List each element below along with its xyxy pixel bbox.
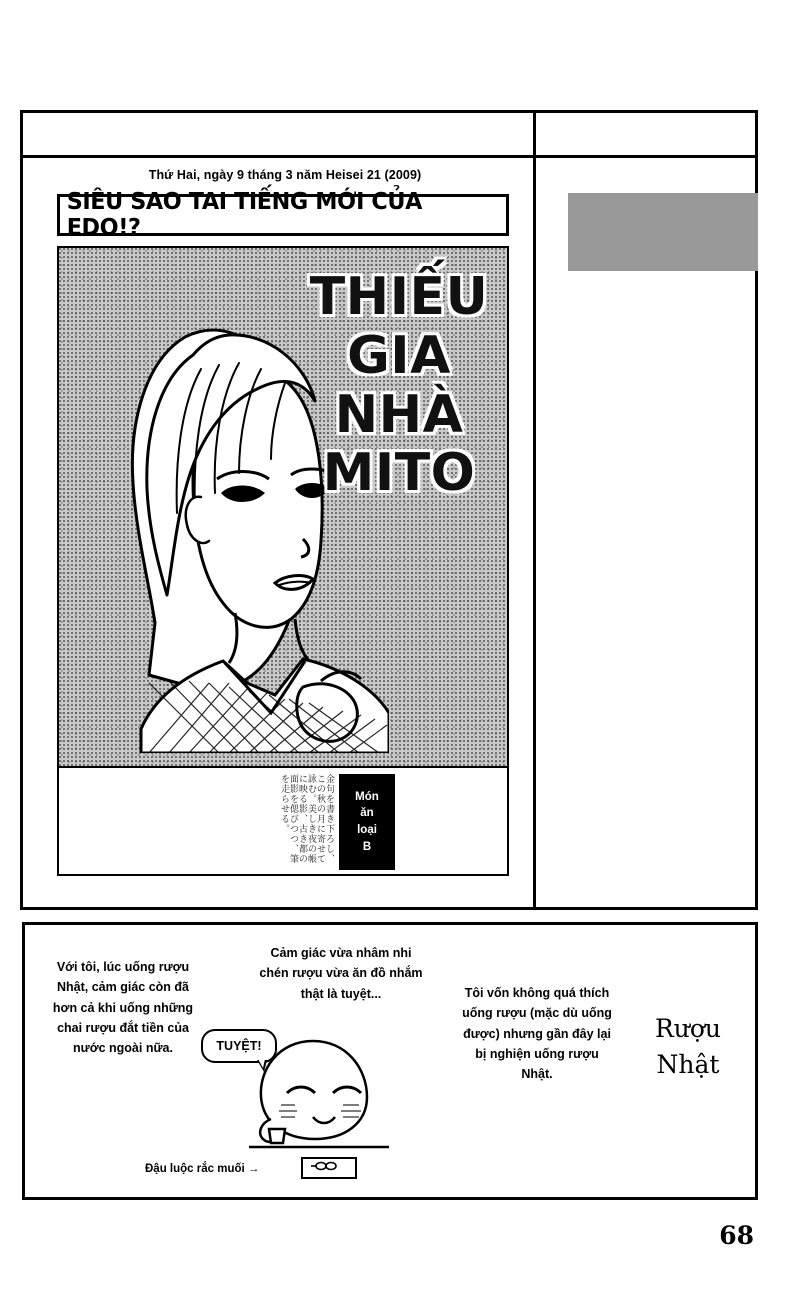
top-panel: [20, 110, 758, 910]
mascot-svg: [249, 1035, 389, 1155]
grey-placeholder-block: [568, 193, 758, 271]
photo-title-line-4: MITO: [322, 443, 476, 504]
badge-line-2: ăn: [360, 807, 374, 820]
badge-line-1: Món: [355, 790, 379, 803]
badge-line-4: B: [362, 840, 372, 853]
photo-title: [309, 268, 489, 503]
page-number: 68: [719, 1221, 754, 1250]
category-badge: [339, 774, 395, 870]
newspaper-caption-strip: [57, 768, 509, 876]
photo-title-line-2: GIA: [347, 325, 451, 386]
panel-divider: [533, 113, 536, 907]
bottom-panel: [22, 922, 758, 1200]
panel-top-rule-right: [536, 155, 758, 158]
badge-line-3: loại: [357, 824, 377, 836]
vertical-japanese-text: 金句を書き下ろし、この秋の月に寄せて詠む。美しき夜の帳に映る影、古き都の面影を偲びつつ、筆を走らせる。: [279, 774, 334, 864]
speech-bubble-text: TUYỆT!: [216, 1039, 262, 1053]
newspaper-article: [43, 168, 513, 876]
newspaper-photo: [57, 246, 509, 768]
photo-title-line-3: NHÀ: [334, 384, 464, 445]
dish-plate-icon: [301, 1157, 357, 1179]
beans-icon: [303, 1159, 351, 1173]
mascot-illustration: [249, 1035, 389, 1155]
dish-caption: Đậu luộc rắc muối →: [145, 1163, 260, 1175]
newspaper-headline-box: [57, 189, 509, 241]
photo-title-line-1: THIẾU: [309, 267, 489, 327]
panel-top-rule-left: [23, 155, 533, 158]
brand-label: Rượu Nhật: [654, 1014, 722, 1080]
note-left: Với tôi, lúc uống rượu Nhật, cảm giác còn đã hơn cả khi uống những chai rượu đắt tiền của nước ngoài nữa.: [52, 960, 194, 1055]
note-center: Cảm giác vừa nhâm nhi chén rượu vừa ăn đồ nhắm thật là tuyệt...: [259, 946, 423, 1001]
newspaper-headline-text: SIÊU SAO TAI TIẾNG MỚI CỦA EDO!?: [66, 189, 423, 241]
note-right: Tôi vốn không quá thích uống rượu (mặc dù uống được) nhưng gần đây lại bị nghiện uống rượu Nhật.: [462, 986, 612, 1081]
newspaper-date: Thứ Hai, ngày 9 tháng 3 năm Heisei 21 (2009): [148, 168, 422, 182]
